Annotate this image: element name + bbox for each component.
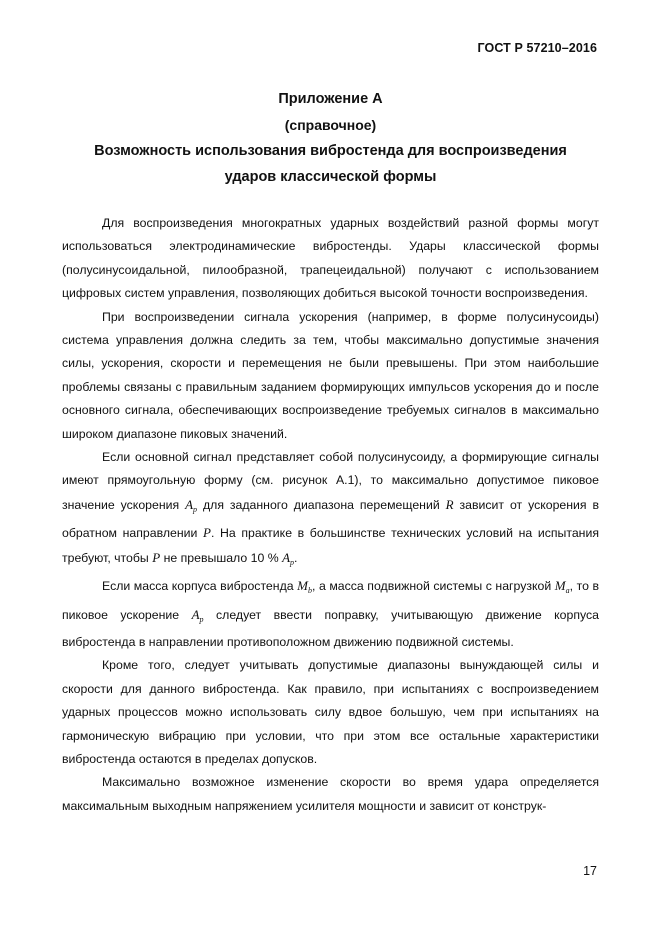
appendix-heading (0, 86, 661, 190)
paragraph-4-text-b: , а масса подвижной системы с нагрузкой (311, 579, 552, 594)
symbol-peak-acceleration-3: $A_p$ (191, 606, 204, 624)
symbol-body-mass: $M_b$ (297, 578, 312, 596)
symbol-reverse-acceleration-2: P (152, 549, 161, 565)
paragraph-6: Максимально возможное изменение скорости во время удара определяется максимальным выходным напряжением усилителя мощности и зависит от конструк- (62, 775, 599, 813)
symbol-reverse-acceleration: P (203, 525, 211, 541)
appendix-note: (справочное) (284, 117, 377, 133)
paragraph-3-text-d: . На практике в большинстве технических условий на испытания требуют, чтобы (62, 526, 600, 565)
body-text (62, 212, 599, 818)
paragraph-3-text-c: зависит от ускорения в обратном направлении (62, 497, 600, 541)
paragraph-2: При воспроизведении сигнала ускорения (например, в форме полусинусоиды) система управления должна следить за тем, чтобы максимально допустимые значения силы, ускорения, скорости и перемещения не были превышены. При этом наибольшие проблемы связаны с правильным заданием формирующих импульсов ускорения до и после основного сигнала, обеспечивающих воспроизведение требуемых сигналов в максимально широком диапазоне пиковых значений. (62, 309, 599, 441)
paragraph-5: Кроме того, следует учитывать допустимые диапазоны вынуждающей силы и скорости для данного вибростенда. Как правило, при испытаниях с воспроизведением ударных процессов можно использовать силу вдвое большую, чем при испытаниях на гармоническую вибрацию при условии, что при этом все остальные характеристики вибростенда остаются в пределах допусков. (62, 658, 599, 766)
document-code: ГОСТ Р 57210–2016 (477, 41, 597, 55)
paragraph-4 (62, 574, 599, 654)
paragraph-3-text-b: для заданного диапазона перемещений (202, 497, 440, 512)
symbol-displacement: R (445, 496, 454, 512)
paragraph-3-text-e: не превышало 10 % (163, 550, 279, 565)
paragraph-3-text-a: Если основной сигнал представляет собой полусинусоиду, а формирующие сигналы имеют прямоугольную форму (см. рисунок А.1), то максимально допустимое пиковое значение ускорения (62, 450, 599, 512)
paragraph-1: Для воспроизведения многократных ударных воздействий разной формы могут использоваться электродинамические вибростенды. Удары классической формы (полусинусоидальной, пилообразной, трапецеидальной) получают с использованием цифровых систем управления, позволяющих добиться высокой точности воспроизведения. (62, 216, 599, 301)
paragraph-3 (62, 446, 599, 574)
symbol-armature-mass: $M_a$ (554, 578, 570, 596)
symbol-peak-acceleration: $A_p$ (185, 496, 198, 514)
paragraph-4-text-d: следует ввести поправку, учитывающую движение корпуса вибростенда в направлении противоположном движению подвижной системы. (62, 607, 600, 649)
appendix-label: Приложение А (278, 91, 383, 107)
paragraph-4-text-c: , то в пиковое ускорение (62, 579, 599, 622)
page-number: 17 (583, 864, 597, 878)
appendix-title-line-2: ударов классической формы (224, 169, 437, 185)
paragraph-3-text-f: . (294, 550, 298, 565)
paragraph-4-text-a: Если масса корпуса вибростенда (102, 579, 294, 594)
symbol-peak-acceleration-2: $A_p$ (282, 549, 295, 567)
appendix-title-line-1: Возможность использования вибростенда для воспроизведения (94, 143, 567, 159)
